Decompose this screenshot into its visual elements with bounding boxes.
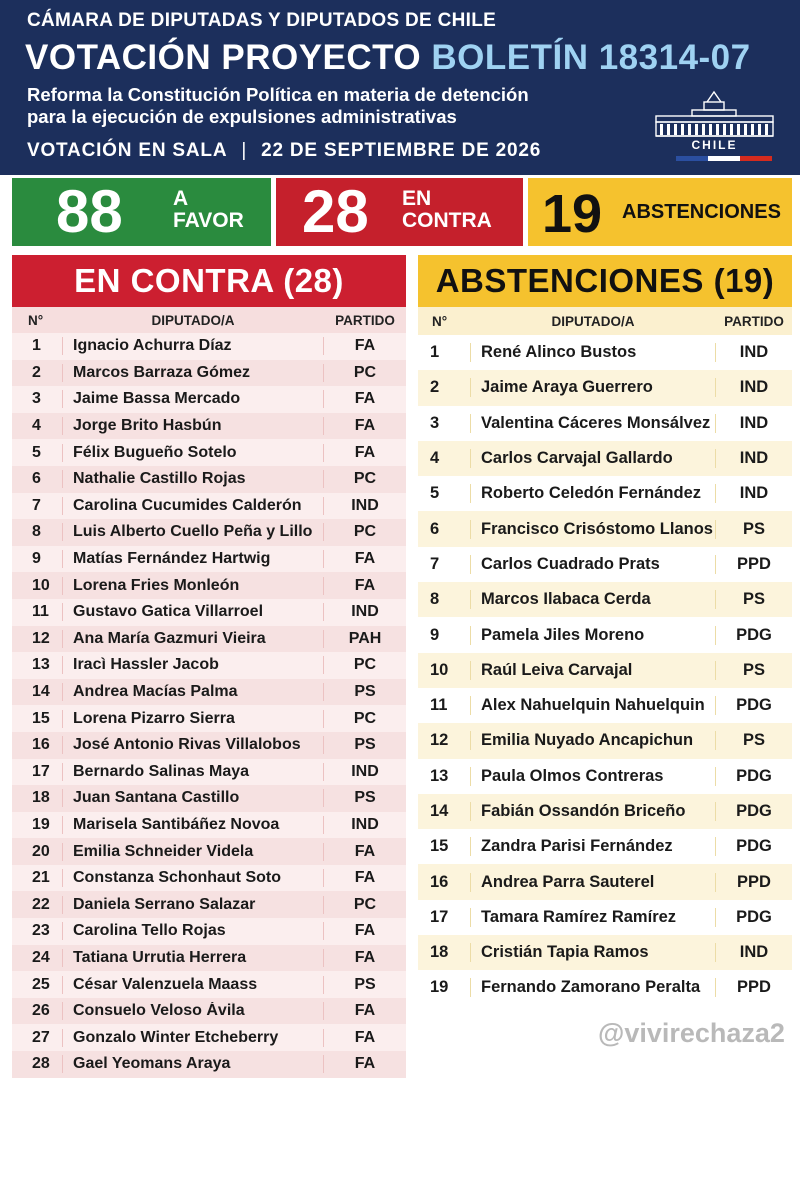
favor-summary: [12, 178, 271, 246]
table-row: [418, 547, 792, 582]
row-number: 14: [32, 683, 50, 701]
row-name: César Valenzuela Maass: [62, 976, 324, 994]
row-party: PPD: [737, 554, 771, 573]
table-row: [12, 971, 406, 998]
row-number: 2: [430, 378, 440, 397]
row-name: Andrea Macías Palma: [62, 683, 324, 701]
row-name: Raúl Leiva Carvajal: [470, 661, 716, 680]
row-party: FA: [354, 869, 376, 887]
row-name: Lorena Fries Monleón: [62, 577, 324, 595]
table-row: [12, 626, 406, 653]
row-number: 21: [32, 869, 50, 887]
row-number: 12: [32, 629, 50, 647]
row-party: FA: [354, 337, 376, 355]
congress-building-icon: [652, 84, 777, 166]
row-name: Paula Olmos Contreras: [470, 767, 716, 786]
column-header-number: N°: [28, 312, 44, 328]
table-row: [12, 838, 406, 865]
row-name: Matías Fernández Hartwig: [62, 550, 324, 568]
row-number: 13: [430, 766, 449, 785]
table-row: [12, 732, 406, 759]
description-line-2: para la ejecución de expulsiones administrativas: [27, 106, 457, 127]
table-row: [418, 370, 792, 405]
row-party: PDG: [736, 907, 772, 926]
column-header-name: DIPUTADO/A: [551, 313, 635, 329]
contra-summary: [276, 178, 523, 246]
row-number: 9: [32, 550, 41, 568]
row-number: 16: [32, 736, 50, 754]
contra-label: [402, 188, 492, 232]
table-row: [418, 900, 792, 935]
row-party: IND: [351, 603, 379, 621]
favor-count: 88: [56, 178, 123, 245]
table-row: [12, 679, 406, 706]
row-party: FA: [354, 1055, 376, 1073]
row-party: IND: [739, 378, 769, 397]
row-name: José Antonio Rivas Villalobos: [62, 736, 324, 754]
table-row: [418, 864, 792, 899]
row-party: PS: [742, 660, 765, 679]
row-name: Gustavo Gatica Villarroel: [62, 603, 324, 621]
row-party: FA: [354, 922, 376, 940]
row-party: PC: [353, 656, 377, 674]
table-row: [418, 653, 792, 688]
row-number: 2: [32, 363, 41, 381]
row-party: FA: [354, 576, 376, 594]
row-name: Jaime Bassa Mercado: [62, 390, 324, 408]
row-party: FA: [354, 550, 376, 568]
row-number: 4: [430, 449, 440, 468]
row-number: 8: [32, 523, 41, 541]
row-number: 28: [32, 1055, 50, 1073]
row-name: Pamela Jiles Moreno: [470, 626, 716, 645]
row-number: 24: [32, 948, 50, 966]
row-name: Lorena Pizarro Sierra: [62, 710, 324, 728]
table-row: [12, 519, 406, 546]
row-name: Jorge Brito Hasbún: [62, 417, 324, 435]
contra-table-body: [12, 333, 406, 1078]
row-number: 10: [430, 660, 449, 679]
title-main: VOTACIÓN PROYECTO: [25, 38, 422, 77]
table-row: [12, 493, 406, 520]
favor-label-line-2: FAVOR: [173, 209, 244, 232]
abstenciones-label: ABSTENCIONES: [622, 201, 781, 223]
row-name: Francisco Crisóstomo Llanos: [470, 520, 716, 539]
row-number: 10: [32, 576, 50, 594]
row-number: 26: [32, 1002, 50, 1020]
row-name: Marisela Santibáñez Novoa: [62, 816, 324, 834]
table-row: [12, 386, 406, 413]
row-name: Gonzalo Winter Etcheberry: [62, 1029, 324, 1047]
row-party: PC: [353, 523, 377, 541]
logo-wordmark: CHILE: [691, 138, 738, 152]
row-party: PS: [354, 683, 376, 701]
row-name: Juan Santana Castillo: [62, 789, 324, 807]
row-number: 11: [32, 603, 49, 621]
row-name: Iracì Hassler Jacob: [62, 656, 324, 674]
row-party: IND: [351, 815, 379, 833]
abstenciones-table-header: [418, 307, 792, 335]
table-row: [12, 705, 406, 732]
table-row: [12, 812, 406, 839]
row-number: 6: [430, 519, 440, 538]
abstenciones-summary: [528, 178, 792, 246]
table-row: [12, 998, 406, 1025]
row-party: PC: [353, 470, 377, 488]
row-party: PAH: [348, 629, 382, 647]
row-party: PDG: [736, 802, 772, 820]
table-row: [418, 582, 792, 617]
row-name: Nathalie Castillo Rojas: [62, 470, 324, 488]
row-party: PC: [353, 895, 377, 913]
row-number: 19: [430, 978, 449, 997]
row-party: PS: [354, 736, 376, 754]
row-name: Daniela Serrano Salazar: [62, 896, 324, 914]
row-number: 1: [430, 343, 440, 362]
header-banner: [0, 0, 800, 175]
table-row: [418, 970, 792, 1005]
session-date: 22 DE SEPTIEMBRE DE 2026: [261, 140, 542, 161]
contra-table: [12, 255, 406, 1078]
row-party: PDG: [736, 696, 772, 715]
row-party: PDG: [736, 766, 772, 785]
contra-table-header: [12, 307, 406, 333]
description-line-1: Reforma la Constitución Política en materia de detención: [27, 84, 529, 105]
table-row: [12, 891, 406, 918]
row-number: 8: [430, 590, 440, 609]
favor-label-line-1: A: [173, 187, 189, 210]
table-row: [418, 335, 792, 370]
row-number: 3: [32, 390, 41, 408]
row-number: 7: [430, 554, 440, 573]
row-name: Ana María Gazmuri Vieira: [62, 630, 324, 648]
row-name: Carlos Cuadrado Prats: [470, 555, 716, 574]
row-name: Marcos Ilabaca Cerda: [470, 590, 716, 609]
session-type: VOTACIÓN EN SALA: [27, 140, 228, 161]
project-description: [27, 84, 667, 128]
row-party: FA: [354, 417, 376, 435]
table-row: [418, 759, 792, 794]
row-party: PC: [353, 363, 377, 381]
row-number: 15: [430, 837, 449, 856]
table-row: [12, 1051, 406, 1078]
row-number: 27: [32, 1028, 50, 1046]
row-name: Andrea Parra Sauterel: [470, 873, 716, 892]
row-party: PDG: [736, 837, 772, 856]
row-number: 9: [430, 625, 440, 644]
row-number: 3: [430, 413, 440, 432]
row-name: Valentina Cáceres Monsálvez: [470, 414, 716, 433]
row-number: 22: [32, 895, 50, 913]
abstenciones-table-title: ABSTENCIONES (19): [418, 255, 792, 307]
row-name: Constanza Schonhaut Soto: [62, 869, 324, 887]
table-row: [418, 617, 792, 652]
row-party: PPD: [737, 872, 771, 891]
row-party: IND: [739, 343, 769, 362]
title-bulletin: BOLETÍN 18314-07: [431, 38, 751, 77]
table-row: [12, 546, 406, 573]
contra-table-title: EN CONTRA (28): [12, 255, 406, 307]
row-name: Jaime Araya Guerrero: [470, 378, 716, 397]
table-row: [12, 759, 406, 786]
table-row: [418, 511, 792, 546]
row-name: Carolina Cucumides Calderón: [62, 497, 324, 515]
table-row: [12, 333, 406, 360]
abstenciones-table-body: [418, 335, 792, 1006]
row-party: PC: [353, 709, 377, 727]
row-number: 11: [430, 696, 448, 715]
column-header-party: PARTIDO: [335, 312, 395, 328]
row-number: 20: [32, 842, 50, 860]
table-row: [12, 466, 406, 493]
table-row: [418, 441, 792, 476]
row-number: 17: [430, 907, 449, 926]
table-row: [12, 1024, 406, 1051]
row-name: Zandra Parisi Fernández: [470, 837, 716, 856]
table-row: [418, 935, 792, 970]
row-name: Félix Bugueño Sotelo: [62, 444, 324, 462]
abstenciones-table: [418, 255, 792, 1006]
table-row: [12, 652, 406, 679]
flag-stripe: [676, 156, 772, 161]
row-party: IND: [739, 484, 769, 503]
row-party: IND: [351, 496, 379, 514]
row-party: FA: [354, 1002, 376, 1020]
row-number: 17: [32, 762, 50, 780]
contra-count: 28: [302, 178, 369, 245]
row-number: 5: [430, 484, 440, 503]
row-number: 7: [32, 496, 41, 514]
row-name: Tamara Ramírez Ramírez: [470, 908, 716, 927]
watermark: @vivirechaza2: [598, 1018, 785, 1048]
row-number: 6: [32, 470, 41, 488]
table-row: [12, 785, 406, 812]
row-name: Fernando Zamorano Peralta: [470, 978, 716, 997]
row-party: PDG: [736, 625, 772, 644]
table-row: [418, 829, 792, 864]
session-separator: |: [241, 140, 248, 161]
row-name: Carolina Tello Rojas: [62, 922, 324, 940]
column-header-party: PARTIDO: [724, 313, 784, 329]
table-row: [12, 945, 406, 972]
table-row: [418, 794, 792, 829]
row-number: 4: [32, 417, 41, 435]
row-party: FA: [354, 1028, 376, 1046]
row-party: PS: [742, 519, 765, 538]
table-row: [418, 688, 792, 723]
table-row: [418, 723, 792, 758]
table-row: [12, 360, 406, 387]
abstenciones-count: 19: [542, 184, 603, 244]
column-header-name: DIPUTADO/A: [151, 312, 235, 328]
row-number: 19: [32, 815, 50, 833]
row-number: 15: [32, 709, 50, 727]
row-number: 18: [430, 943, 449, 962]
row-name: Alex Nahuelquin Nahuelquin: [470, 696, 716, 715]
row-name: Fabián Ossandón Briceño: [470, 802, 716, 821]
row-number: 1: [32, 337, 41, 355]
row-party: FA: [354, 948, 376, 966]
row-name: Roberto Celedón Fernández: [470, 484, 716, 503]
row-party: IND: [739, 449, 769, 468]
row-name: Carlos Carvajal Gallardo: [470, 449, 716, 468]
row-number: 25: [32, 975, 50, 993]
row-party: IND: [739, 413, 769, 432]
row-number: 13: [32, 656, 50, 674]
table-row: [12, 413, 406, 440]
session-info: [27, 140, 541, 162]
row-party: IND: [351, 762, 379, 780]
row-name: Luis Alberto Cuello Peña y Lillo: [62, 523, 324, 541]
row-party: PPD: [737, 978, 771, 997]
favor-label: [173, 188, 244, 232]
row-party: PS: [742, 590, 765, 609]
table-row: [12, 918, 406, 945]
page-title: [25, 38, 751, 78]
row-name: Emilia Schneider Videla: [62, 843, 324, 861]
row-name: Consuelo Veloso Ávila: [62, 1002, 324, 1020]
row-party: PS: [354, 975, 376, 993]
column-header-number: N°: [432, 313, 448, 329]
row-party: FA: [354, 443, 376, 461]
contra-label-line-1: EN: [402, 187, 432, 210]
contra-label-line-2: CONTRA: [402, 209, 492, 232]
row-name: Ignacio Achurra Díaz: [62, 337, 324, 355]
table-row: [12, 599, 406, 626]
table-row: [12, 572, 406, 599]
row-party: PS: [354, 789, 376, 807]
table-row: [12, 865, 406, 892]
table-row: [12, 439, 406, 466]
row-name: Emilia Nuyado Ancapichun: [470, 731, 716, 750]
row-party: FA: [354, 842, 376, 860]
row-number: 23: [32, 922, 50, 940]
row-name: Gael Yeomans Araya: [62, 1055, 324, 1073]
row-number: 14: [430, 802, 449, 820]
row-name: Cristián Tapia Ramos: [470, 943, 716, 962]
row-name: Marcos Barraza Gómez: [62, 364, 324, 382]
row-party: IND: [739, 943, 769, 962]
row-number: 16: [430, 872, 449, 891]
table-row: [418, 406, 792, 441]
row-name: Tatiana Urrutia Herrera: [62, 949, 324, 967]
row-number: 12: [430, 731, 449, 750]
row-name: Bernardo Salinas Maya: [62, 763, 324, 781]
row-number: 18: [32, 789, 50, 807]
row-number: 5: [32, 443, 41, 461]
row-party: FA: [354, 390, 376, 408]
row-name: René Alinco Bustos: [470, 343, 716, 362]
row-party: PS: [742, 731, 765, 750]
chamber-name: CÁMARA DE DIPUTADAS Y DIPUTADOS DE CHILE: [27, 10, 497, 31]
table-row: [418, 476, 792, 511]
